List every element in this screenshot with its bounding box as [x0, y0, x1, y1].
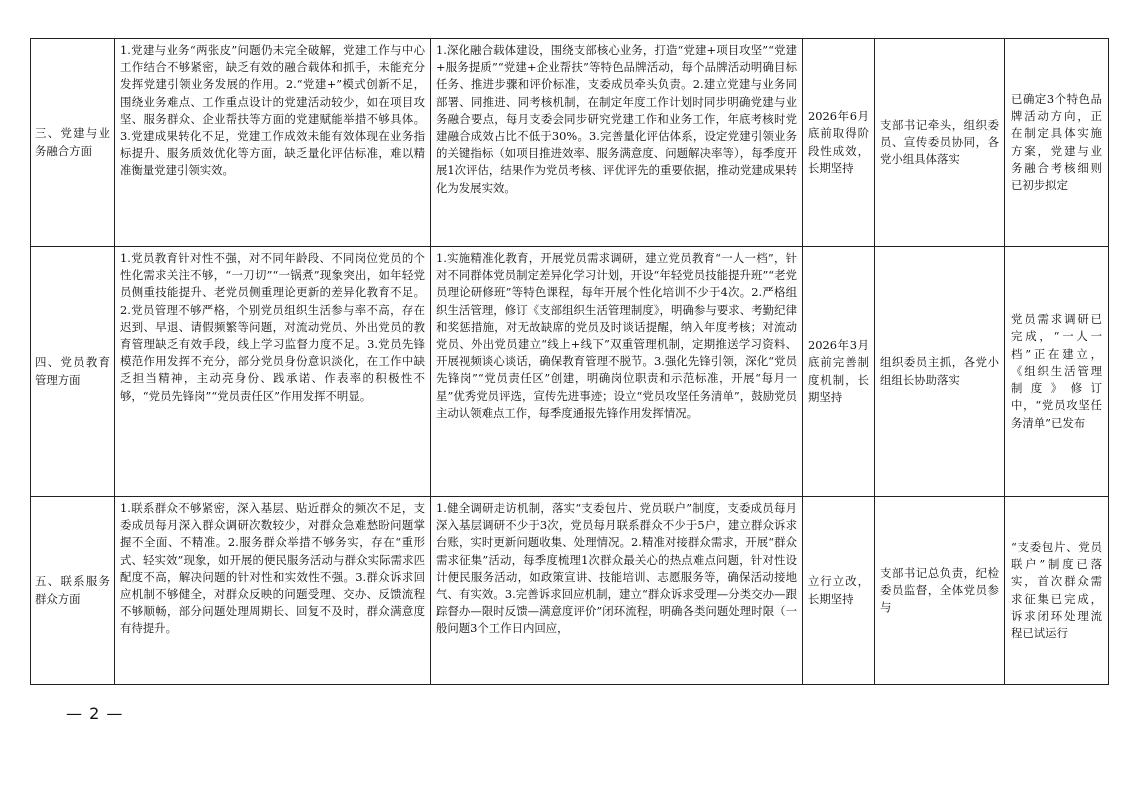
progress-cell: 党员需求调研已完成，“一人一档”正在建立，《组织生活管理制度》修订中，“党员攻坚任务清单”已发布	[1005, 247, 1109, 497]
area-cell: 四、党员教育管理方面	[31, 247, 115, 497]
problems-cell: 1.党员教育针对性不强，对不同年龄段、不同岗位党员的个性化需求关注不够，“一刀切”“一锅煮”现象突出，如年轻党员侧重技能提升、老党员侧重理论更新的差异化教育不足。2.党员管理不够严格，个别党员组织生活参与率不高，存在迟到、早退、请假频繁等问题，对流动党员、外出党员的教育管理缺乏有效手段，线上学习监督力度不足。3.党员先锋模范作用发挥不充分，部分党员身份意识淡化，在工作中缺乏担当精神，主动亮身份、践承诺、作表率的积极性不够，“党员先锋岗”“党员责任区”作用发挥不明显。	[115, 247, 431, 497]
measures-cell: 1.实施精准化教育，开展党员需求调研，建立党员教育“一人一档”，针对不同群体党员制定差异化学习计划，开设“年轻党员技能提升班”“老党员理论研修班”等特色课程，每年开展个性化培训不少于4次。2.严格组织生活管理，修订《支部组织生活管理制度》，明确参与要求、考勤纪律和奖惩措施，对无故缺席的党员及时谈话提醒，纳入年度考核；对流动党员、外出党员建立“线上+线下”双重管理机制，定期推送学习资料、开展视频谈心谈话，确保教育管理不脱节。3.强化先锋引领，深化“党员先锋岗”“党员责任区”创建，明确岗位职责和示范标准，开展“每月一星”优秀党员评选，宣传先进事迹；设立“党员攻坚任务清单”，鼓励党员主动认领难点工作，每季度通报先锋作用发挥情况。	[431, 247, 803, 497]
progress-cell: “支委包片、党员联户”制度已落实，首次群众需求征集已完成，诉求闭环处理流程已试运行	[1005, 497, 1109, 685]
responsible-cell: 支部书记牵头，组织委员、宣传委员协同，各党小组具体落实	[875, 39, 1005, 247]
deadline-cell: 2026年3月底前完善制度机制，长期坚持	[803, 247, 875, 497]
table-row	[31, 247, 1109, 497]
deadline-cell: 立行立改，长期坚持	[803, 497, 875, 685]
problems-cell: 1.联系群众不够紧密，深入基层、贴近群众的频次不足，支委成员每月深入群众调研次数较少，对群众急难愁盼问题掌握不全面、不精准。2.服务群众举措不够务实，存在“重形式、轻实效”现象，如开展的便民服务活动与群众实际需求匹配度不高，解决问题的针对性和实效性不强。3.群众诉求回应机制不够健全，对群众反映的问题受理、交办、反馈流程不够顺畅，部分问题处理周期长、回复不及时，群众满意度有待提升。	[115, 497, 431, 685]
deadline-cell: 2026年6月底前取得阶段性成效，长期坚持	[803, 39, 875, 247]
rectification-table	[30, 38, 1109, 685]
measures-cell: 1.深化融合载体建设，围绕支部核心业务，打造“党建+项目攻坚”“党建+服务提质”“党建+企业帮扶”等特色品牌活动，每个品牌活动明确目标任务、推进步骤和评价标准，支委成员牵头负责。2.建立党建与业务同部署、同推进、同考核机制，在制定年度工作计划时同步明确党建与业务融合要点，每月支委会同步研究党建工作和业务工作，年底考核时党建融合成效占比不低于30%。3.完善量化评估体系，设定党建引领业务的关键指标（如项目推进效率、服务满意度、问题解决率等），每季度开展1次评估，结果作为党员考核、评优评先的重要依据，推动党建成果转化为发展实效。	[431, 39, 803, 247]
table-row	[31, 39, 1109, 247]
responsible-cell: 支部书记总负责，纪检委员监督，全体党员参与	[875, 497, 1005, 685]
table-row	[31, 497, 1109, 685]
area-cell: 三、党建与业务融合方面	[31, 39, 115, 247]
responsible-cell: 组织委员主抓，各党小组组长协助落实	[875, 247, 1005, 497]
page-number: — 2 —	[66, 704, 124, 723]
progress-cell: 已确定3个特色品牌活动方向，正在制定具体实施方案，党建与业务融合考核细则已初步拟定	[1005, 39, 1109, 247]
area-cell: 五、联系服务群众方面	[31, 497, 115, 685]
measures-cell: 1.健全调研走访机制，落实“支委包片、党员联户”制度，支委成员每月深入基层调研不少于3次，党员每月联系群众不少于5户，建立群众诉求台账，实时更新问题收集、处理情况。2.精准对接群众需求，开展“群众需求征集”活动，每季度梳理1次群众最关心的热点难点问题，针对性设计便民服务活动，如政策宣讲、技能培训、志愿服务等，确保活动接地气、有实效。3.完善诉求回应机制，建立“群众诉求受理—分类交办—跟踪督办—限时反馈—满意度评价”闭环流程，明确各类问题处理时限（一般问题3个工作日内回应，	[431, 497, 803, 685]
problems-cell: 1.党建与业务“两张皮”问题仍未完全破解，党建工作与中心工作结合不够紧密，缺乏有效的融合载体和抓手，未能充分发挥党建引领业务发展的作用。2.“党建+”模式创新不足，围绕业务难点、工作重点设计的党建活动较少，如在项目攻坚、服务群众、企业帮扶等方面的党建赋能举措不够具体。3.党建成果转化不足，党建工作成效未能有效体现在业务指标提升、服务质效优化等方面，缺乏量化评估标准，难以精准衡量党建引领实效。	[115, 39, 431, 247]
